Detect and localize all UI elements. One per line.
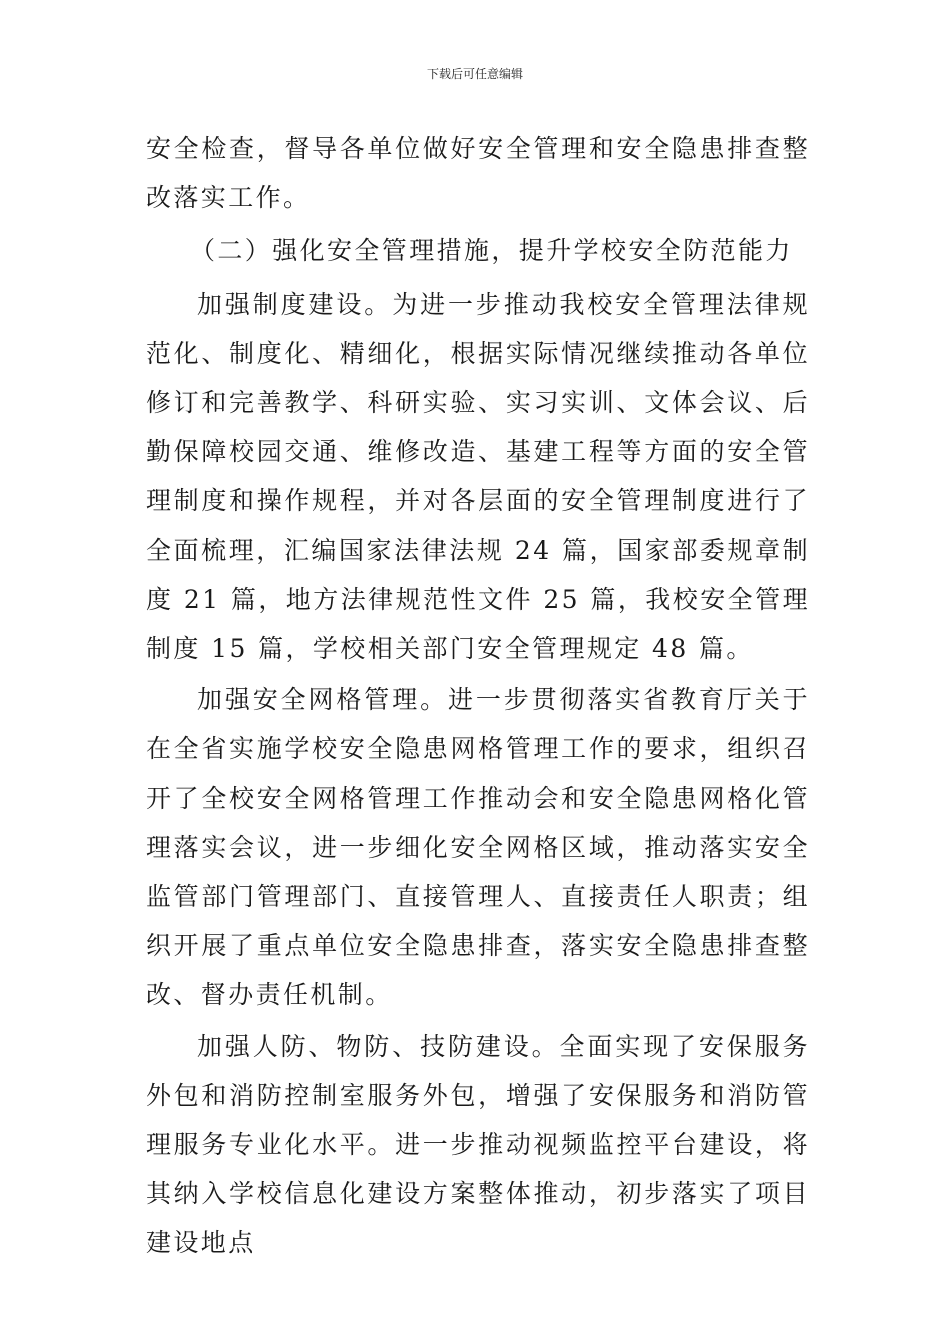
paragraph-system-building: 加强制度建设。为进一步推动我校安全管理法律规范化、制度化、精细化，根据实际情况继续推动各单位修订和完善教学、科研实验、实习实训、文体会议、后勤保障校园交通、维修改造、基建工程等方面的安全管理制度和操作规程，并对各层面的安全管理制度进行了全面梳理，汇编国家法律法规 24 篇，国家部委规章制度 21 篇，地方法律规范性文件 25 篇，我校安全管理制度 15 篇，学校相关部门安全管理规定 48 篇。 [146, 289, 810, 664]
paragraph-defense-building: 加强人防、物防、技防建设。全面实现了安保服务外包和消防控制室服务外包，增强了安保服务和消防管理服务专业化水平。进一步推动视频监控平台建设，将其纳入学校信息化建设方案整体推动，初步落实了项目建设地点 [146, 1031, 810, 1258]
page-header-note: 下载后可任意编辑 [426, 67, 523, 81]
paragraph-continuation: 安全检查，督导各单位做好安全管理和安全隐患排查整改落实工作。 [146, 134, 810, 213]
document-body [146, 124, 810, 1268]
paragraph-grid-management: 加强安全网格管理。进一步贯彻落实省教育厅关于在全省实施学校安全隐患网格管理工作的要求，组织召开了全校安全网格管理工作推动会和安全隐患网格化管理落实会议，进一步细化安全网格区域，推动落实安全监管部门管理部门、直接管理人、直接责任人职责；组织开展了重点单位安全隐患排查，落实安全隐患排查整改、督办责任机制。 [146, 685, 810, 1010]
section-heading: （二）强化安全管理措施，提升学校安全防范能力 [190, 236, 793, 266]
